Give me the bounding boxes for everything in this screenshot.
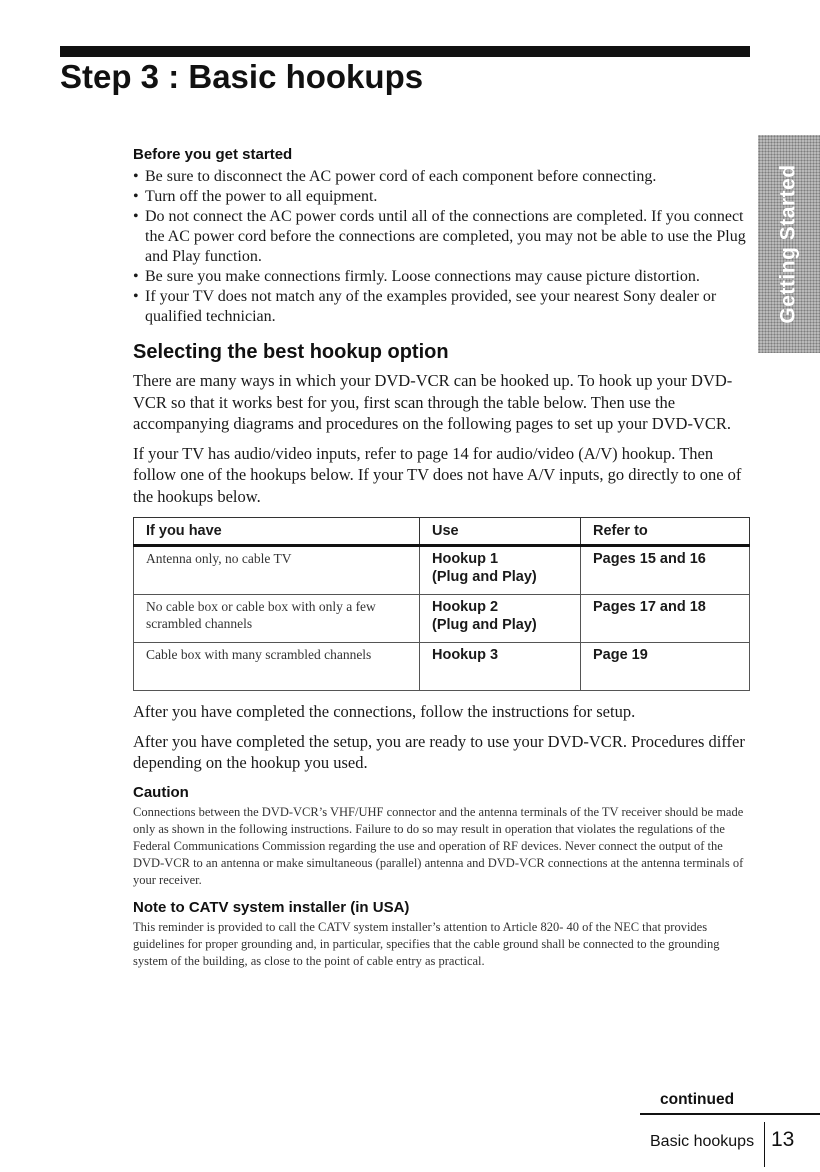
cell-refer: Pages 15 and 16	[581, 546, 750, 595]
selecting-heading: Selecting the best hookup option	[133, 341, 449, 363]
caution-text: Connections between the DVD-VCR’s VHF/UHF connector and the antenna terminals of the TV receiver should be made only as shown in the following instructions. Failure to do so may result in operation that violates the regulations of the Federal Communications Commission regarding the use and operation of RF devices. Never connect the output of the DVD-VCR to an antenna or make simultaneous (parallel) antenna and DVD-VCR connections at the antenna terminals of your receiver.	[133, 804, 744, 887]
cell-refer: Pages 17 and 18	[581, 595, 750, 643]
top-rule	[60, 46, 750, 57]
selecting-paragraph-2: If your TV has audio/video inputs, refer to page 14 for audio/video (A/V) hookup. Then follow one of the hookups below. If your TV does not have A/V inputs, go directly to one of the hookups below.	[133, 443, 742, 506]
cell-have: Cable box with many scrambled channels	[134, 643, 420, 691]
cell-use	[420, 546, 581, 595]
side-tab-getting-started	[758, 135, 820, 353]
side-tab-label: Getting Started	[777, 164, 800, 324]
after-paragraph-2: After you have completed the setup, you are ready to use your DVD-VCR. Procedures differ depending on the hookup you used.	[133, 731, 745, 772]
cell-use-hookup: Hookup 1	[432, 551, 499, 567]
page-title: Step 3 : Basic hookups	[60, 58, 424, 95]
cell-use	[420, 643, 581, 691]
continued-label: continued	[660, 1091, 735, 1108]
main-content	[133, 146, 751, 970]
column-header-refer: Refer to	[581, 518, 750, 546]
selecting-paragraph-1: There are many ways in which your DVD-VCR can be hooked up. To hook up your DVD-VCR so that it works best for you, first scan through the table below. Then use the accompanying diagrams and procedures on the following pages to set up your DVD-VCR.	[133, 371, 733, 433]
bullet-item: • If your TV does not match any of the examples provided, see your nearest Sony dealer or qualified technician.	[133, 287, 751, 327]
footer-divider	[764, 1122, 765, 1167]
column-header-use: Use	[420, 518, 581, 546]
cell-refer: Page 19	[581, 643, 750, 691]
table-row	[134, 546, 750, 595]
cell-have: No cable box or cable box with only a few scrambled channels	[134, 595, 420, 643]
before-started-list	[133, 167, 751, 327]
cell-use-hookup: Hookup 2	[432, 599, 499, 615]
hookup-table	[133, 517, 750, 691]
footer-section-title: Basic hookups	[650, 1133, 755, 1150]
cell-use	[420, 595, 581, 643]
after-paragraph-1: After you have completed the connections, follow the instructions for setup.	[133, 702, 636, 721]
table-row	[134, 595, 750, 643]
table-row	[134, 643, 750, 691]
bullet-item: • Be sure to disconnect the AC power cord of each component before connecting.	[133, 167, 751, 187]
catv-heading: Note to CATV system installer (in USA)	[133, 898, 410, 916]
caution-heading: Caution	[133, 783, 189, 801]
cell-use-hookup: Hookup 3	[432, 647, 499, 663]
table-header-row	[134, 518, 750, 546]
bullet-item: • Do not connect the AC power cords until all of the connections are completed. If you connect the AC power cord before the connections are completed, you may not be able to use the Plug and Play function.	[133, 207, 751, 267]
bullet-item: • Be sure you make connections firmly. Loose connections may cause picture distortion.	[133, 267, 751, 287]
catv-text: This reminder is provided to call the CATV system installer’s attention to Article 820- 40 of the NEC that provides guidelines for proper grounding and, in particular, specifies that the cable ground shall be connected to the grounding system of the building, as close to the point of cable entry as practical.	[133, 919, 720, 968]
cell-have: Antenna only, no cable TV	[134, 546, 420, 595]
bullet-item: • Turn off the power to all equipment.	[133, 187, 751, 207]
before-started-heading: Before you get started	[133, 146, 293, 163]
column-header-have: If you have	[134, 518, 420, 546]
page-number: 13	[771, 1128, 795, 1151]
cell-use-note: (Plug and Play)	[432, 617, 537, 633]
continued-rule	[640, 1113, 820, 1115]
cell-use-note: (Plug and Play)	[432, 569, 537, 585]
